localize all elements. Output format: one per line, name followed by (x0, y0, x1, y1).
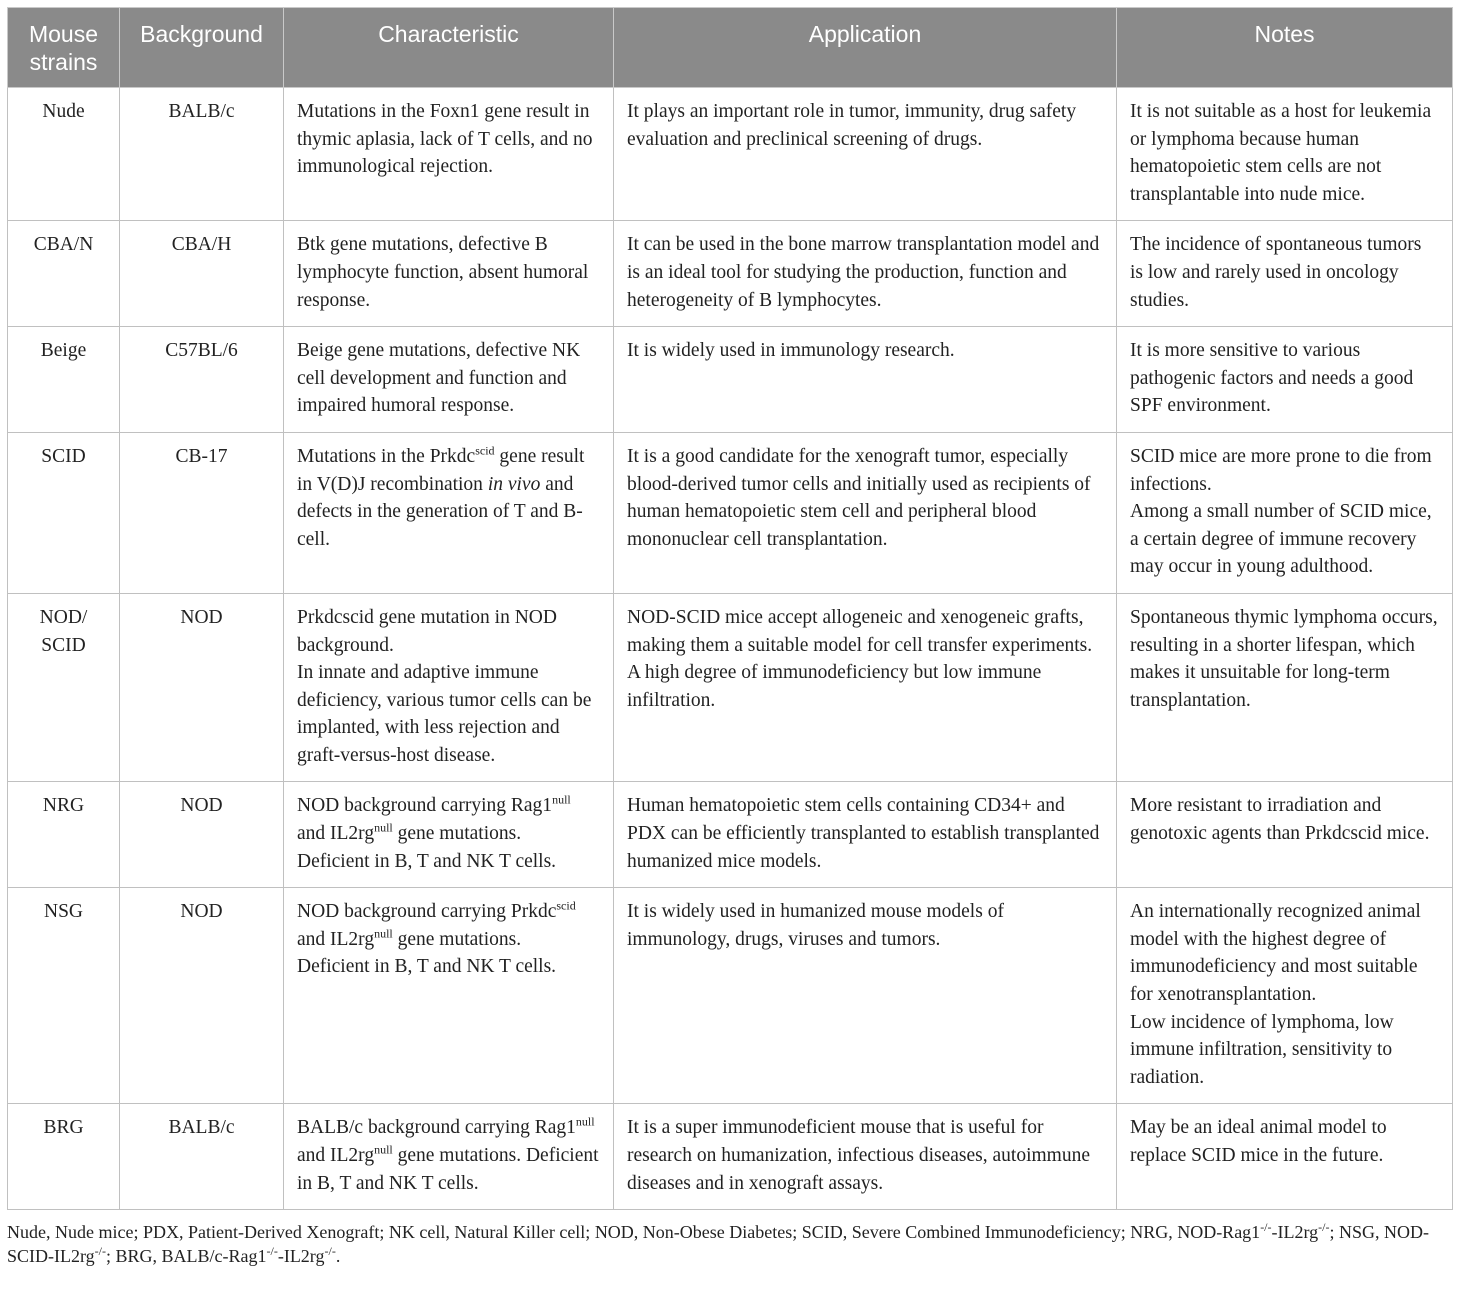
cell-characteristic (284, 1104, 614, 1210)
cell-mouse-strain: Beige (8, 327, 120, 433)
text-segment: and IL2rg (297, 928, 375, 950)
application-paragraph: It is widely used in immunology research. (627, 340, 955, 362)
characteristic-paragraph: Deficient in B, T and NK T cells. (297, 850, 557, 872)
characteristic-paragraph (297, 898, 600, 953)
text-segment: gene mutations. Deficient in B, T and NK T cells. (297, 1145, 599, 1194)
cell-background: CB-17 (120, 432, 284, 593)
characteristic-paragraph: Mutations in the Foxn1 gene result in thymic aplasia, lack of T cells, and no immunological rejection. (297, 101, 593, 178)
notes-paragraph: An internationally recognized animal model with the highest degree of immunodeficiency and most suitable for xenotransplantation. (1130, 901, 1421, 1006)
mouse-strains-table (7, 7, 1453, 1210)
cell-notes (1117, 88, 1453, 221)
cell-characteristic (284, 88, 614, 221)
cell-mouse-strain: NRG (8, 782, 120, 888)
superscript: scid (475, 443, 495, 458)
cell-notes (1117, 432, 1453, 593)
text-segment: NOD background carrying Prkdc (297, 901, 557, 923)
header-notes: Notes (1117, 8, 1453, 88)
characteristic-paragraph: Beige gene mutations, defective NK cell development and function and impaired humoral response. (297, 340, 581, 417)
characteristic-paragraph: Btk gene mutations, defective B lymphocyte function, absent humoral response. (297, 234, 589, 311)
notes-paragraph: The incidence of spontaneous tumors is low and rarely used in oncology studies. (1130, 234, 1422, 311)
cell-background: NOD (120, 782, 284, 888)
cell-notes (1117, 888, 1453, 1104)
superscript: -/- (1260, 1220, 1272, 1235)
cell-mouse-strain: NSG (8, 888, 120, 1104)
text-segment: Mutations in the Prkdc (297, 445, 476, 467)
document (7, 7, 1452, 1268)
notes-paragraph: Low incidence of lymphoma, low immune infiltration, sensitivity to radiation. (1130, 1011, 1394, 1088)
table-row (8, 88, 1453, 221)
cell-notes (1117, 1104, 1453, 1210)
cell-mouse-strain: BRG (8, 1104, 120, 1210)
characteristic-paragraph: Prkdcscid gene mutation in NOD background. (297, 606, 557, 656)
header-application: Application (614, 8, 1117, 88)
cell-application (614, 782, 1117, 888)
text-segment: gene mutations. (392, 823, 522, 845)
text-segment: -IL2rg (277, 1246, 325, 1267)
characteristic-paragraph: In innate and adaptive immune deficiency, various tumor cells can be implanted, with less rejection and graft-versus-host disease. (297, 662, 592, 766)
application-paragraph: It plays an important role in tumor, immunity, drug safety evaluation and preclinical screening of drugs. (627, 101, 1077, 150)
superscript: -/- (1318, 1220, 1330, 1235)
cell-notes (1117, 782, 1453, 888)
cell-application (614, 221, 1117, 327)
notes-paragraph: It is more sensitive to various pathogenic factors and needs a good SPF environment. (1130, 340, 1414, 417)
notes-paragraph: More resistant to irradiation and genotoxic agents than Prkdcscid mice. (1130, 795, 1430, 845)
cell-application (614, 432, 1117, 593)
text-segment: BALB/c background carrying Rag1 (297, 1117, 576, 1139)
application-paragraph: It is widely used in humanized mouse models of immunology, drugs, viruses and tumors. (627, 901, 1004, 950)
text-segment: gene mutations. (392, 928, 522, 950)
superscript: -/- (324, 1244, 336, 1259)
cell-background: CBA/H (120, 221, 284, 327)
cell-characteristic (284, 432, 614, 593)
cell-background: NOD (120, 888, 284, 1104)
cell-background: C57BL/6 (120, 327, 284, 433)
cell-notes (1117, 221, 1453, 327)
cell-background: BALB/c (120, 88, 284, 221)
cell-application (614, 593, 1117, 782)
superscript: null (575, 1114, 595, 1129)
header-row (8, 8, 1453, 88)
application-paragraph: NOD-SCID mice accept allogeneic and xenogeneic grafts, making them a suitable model for cell transfer experiments. (627, 606, 1093, 656)
superscript: null (552, 792, 571, 807)
cell-mouse-strain: Nude (8, 88, 120, 221)
text-segment: -IL2rg (1271, 1222, 1319, 1243)
characteristic-paragraph (297, 792, 600, 847)
text-segment: ; NSG, NOD-SCID-IL2rg (7, 1222, 1430, 1267)
table-row (8, 221, 1453, 327)
text-segment: and defects in the generation of T and B-cell. (297, 473, 583, 550)
cell-mouse-strain: NOD/ SCID (8, 593, 120, 782)
cell-mouse-strain: CBA/N (8, 221, 120, 327)
application-paragraph: It can be used in the bone marrow transplantation model and is an ideal tool for studying the production, function and heterogeneity of B lymphocytes. (627, 234, 1100, 311)
table-row (8, 432, 1453, 593)
notes-paragraph: It is not suitable as a host for leukemia or lymphoma because human hematopoietic stem cells are not transplantable into nude mice. (1130, 101, 1432, 205)
text-segment: gene result in V(D)J recombination (297, 445, 585, 495)
cell-characteristic (284, 221, 614, 327)
table-body (8, 88, 1453, 1210)
superscript: -/- (94, 1244, 106, 1259)
header-mouse-strains: Mouse strains (8, 8, 120, 88)
text-segment: NOD background carrying Rag1 (297, 795, 553, 817)
notes-paragraph: Among a small number of SCID mice, a certain degree of immune recovery may occur in young adulthood. (1130, 501, 1432, 578)
table-header (8, 8, 1453, 88)
table-row (8, 782, 1453, 888)
application-paragraph: It is a good candidate for the xenograft tumor, especially blood-derived tumor cells and initially used as recipients of human hematopoietic stem cell and peripheral blood mononuclear cell transplantation. (627, 445, 1091, 550)
text-segment: . (335, 1246, 341, 1267)
characteristic-paragraph (297, 443, 600, 553)
superscript: null (374, 926, 393, 941)
application-paragraph: A high degree of immunodeficiency but low immune infiltration. (627, 662, 1042, 711)
cell-application (614, 327, 1117, 433)
table-row (8, 888, 1453, 1104)
cell-application (614, 1104, 1117, 1210)
cell-application (614, 88, 1117, 221)
table-row (8, 327, 1453, 433)
cell-background: NOD (120, 593, 284, 782)
text-segment: and IL2rg (297, 1145, 375, 1166)
superscript: scid (556, 898, 576, 913)
text-segment: ; BRG, BALB/c-Rag1 (106, 1246, 267, 1267)
italic-text: in vivo (487, 473, 541, 495)
notes-paragraph: Spontaneous thymic lymphoma occurs, resulting in a shorter lifespan, which makes it unsuitable for long-term transplantation. (1130, 606, 1438, 711)
characteristic-paragraph (297, 1114, 600, 1197)
header-characteristic: Characteristic (284, 8, 614, 88)
header-background: Background (120, 8, 284, 88)
cell-notes (1117, 593, 1453, 782)
cell-characteristic (284, 593, 614, 782)
cell-characteristic (284, 327, 614, 433)
characteristic-paragraph: Deficient in B, T and NK T cells. (297, 956, 557, 978)
superscript: null (374, 820, 393, 835)
text-segment: Nude, Nude mice; PDX, Patient-Derived Xenograft; NK cell, Natural Killer cell; NOD, Non-Obese Diabetes; SCID, Severe Combined Immunodeficiency; NRG, NOD-Rag1 (7, 1222, 1261, 1243)
application-paragraph: It is a super immunodeficient mouse that is useful for research on humanization, infectious diseases, autoimmune diseases and in xenograft assays. (627, 1117, 1090, 1194)
cell-notes (1117, 327, 1453, 433)
cell-application (614, 888, 1117, 1104)
cell-mouse-strain: SCID (8, 432, 120, 593)
application-paragraph: Human hematopoietic stem cells containing CD34+ and PDX can be efficiently transplanted to establish transplanted humanized mice models. (627, 795, 1100, 872)
notes-paragraph: May be an ideal animal model to replace SCID mice in the future. (1130, 1117, 1387, 1166)
superscript: -/- (266, 1244, 278, 1259)
cell-characteristic (284, 782, 614, 888)
cell-background: BALB/c (120, 1104, 284, 1210)
superscript: null (374, 1142, 393, 1157)
table-footnote (7, 1220, 1452, 1268)
table-row (8, 1104, 1453, 1210)
table-row (8, 593, 1453, 782)
notes-paragraph: SCID mice are more prone to die from infections. (1130, 445, 1432, 495)
text-segment: and IL2rg (297, 823, 375, 845)
cell-characteristic (284, 888, 614, 1104)
